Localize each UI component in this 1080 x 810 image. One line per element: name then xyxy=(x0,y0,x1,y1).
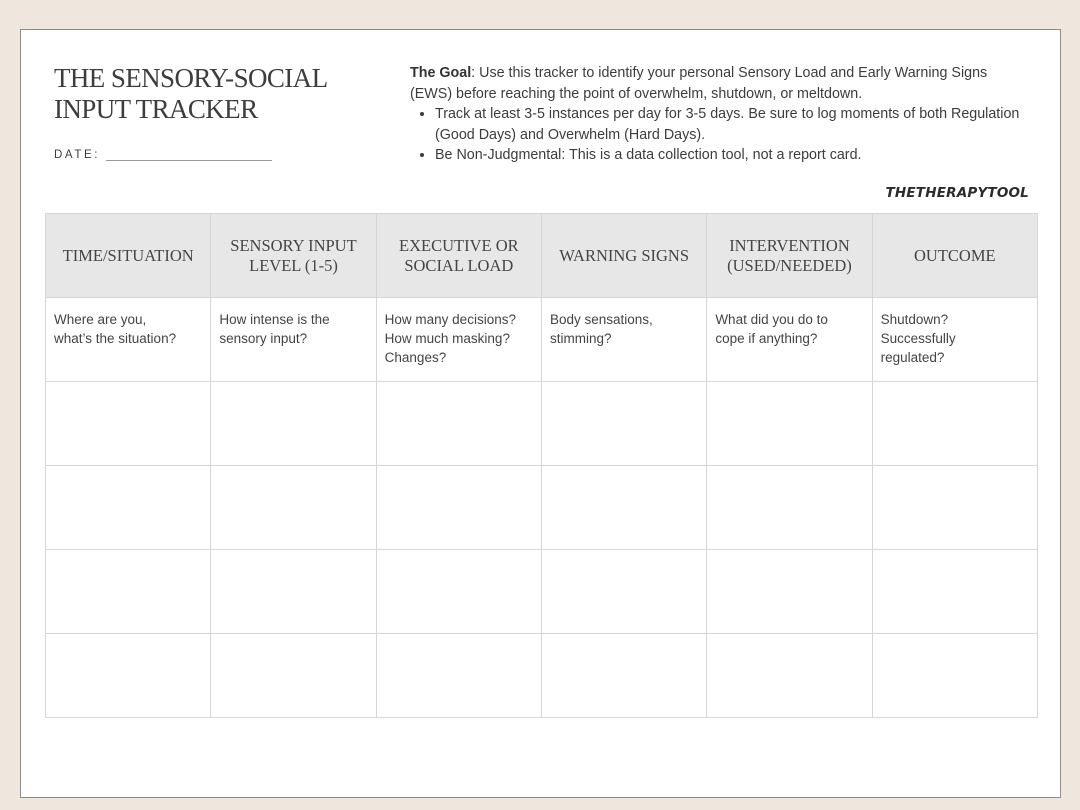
entry-cell[interactable] xyxy=(46,634,211,718)
goal-label: The Goal xyxy=(410,65,472,81)
entry-row xyxy=(46,550,1038,634)
entry-row xyxy=(46,634,1038,718)
entry-cell[interactable] xyxy=(707,634,872,718)
entry-cell[interactable] xyxy=(541,466,706,550)
prompt-time-situation: Where are you, what’s the situation? xyxy=(46,298,211,382)
column-header-warning-signs: WARNING SIGNS xyxy=(541,214,706,298)
entry-cell[interactable] xyxy=(541,382,706,466)
column-header-outcome: OUTCOME xyxy=(872,214,1037,298)
prompt-warning-signs: Body sensations, stimming? xyxy=(541,298,706,382)
entry-cell[interactable] xyxy=(376,550,541,634)
worksheet-title xyxy=(54,63,384,125)
goal-bullet: • Track at least 3-5 instances per day for 3-5 days. Be sure to log moments of both Regulation (Good Days) and Overwhelm (Hard Days). xyxy=(435,104,1022,145)
entry-cell[interactable] xyxy=(46,550,211,634)
tracker-table xyxy=(45,213,1038,718)
goal-instructions xyxy=(410,63,1022,166)
goal-text: : Use this tracker to identify your personal Sensory Load and Early Warning Signs (EWS) before reaching the point of overwhelm, shutdown, or meltdown. xyxy=(410,65,988,102)
column-header-time-situation: TIME/SITUATION xyxy=(46,214,211,298)
entry-cell[interactable] xyxy=(376,634,541,718)
entry-cell[interactable] xyxy=(872,634,1037,718)
title-line-2: INPUT TRACKER xyxy=(54,94,258,124)
entry-cell[interactable] xyxy=(872,466,1037,550)
goal-bullet-list xyxy=(410,104,1022,166)
entry-cell[interactable] xyxy=(211,634,376,718)
prompt-executive-social-load: How many decisions? How much masking? Changes? xyxy=(376,298,541,382)
entry-cell[interactable] xyxy=(707,382,872,466)
entry-row xyxy=(46,382,1038,466)
date-row xyxy=(54,146,272,161)
column-header-executive-social-load: EXECUTIVE OR SOCIAL LOAD xyxy=(376,214,541,298)
table-header-row xyxy=(46,214,1038,298)
entry-cell[interactable] xyxy=(211,550,376,634)
goal-bullet: • Be Non-Judgmental: This is a data collection tool, not a report card. xyxy=(435,145,1022,166)
prompt-sensory-input: How intense is the sensory input? xyxy=(211,298,376,382)
title-line-1: THE SENSORY-SOCIAL xyxy=(54,63,328,93)
brand-logo: THETHERAPYTOOL xyxy=(885,185,1029,201)
prompt-outcome: Shutdown? Successfully regulated? xyxy=(872,298,1037,382)
entry-cell[interactable] xyxy=(211,382,376,466)
entry-cell[interactable] xyxy=(541,550,706,634)
prompt-row xyxy=(46,298,1038,382)
entry-cell[interactable] xyxy=(707,550,872,634)
entry-cell[interactable] xyxy=(872,382,1037,466)
date-field[interactable] xyxy=(106,146,272,161)
entry-cell[interactable] xyxy=(46,466,211,550)
date-label: DATE: xyxy=(54,149,101,161)
entry-cell[interactable] xyxy=(707,466,872,550)
entry-row xyxy=(46,466,1038,550)
column-header-intervention: INTERVENTION (USED/NEEDED) xyxy=(707,214,872,298)
prompt-intervention: What did you do to cope if anything? xyxy=(707,298,872,382)
entry-cell[interactable] xyxy=(872,550,1037,634)
column-header-sensory-input-level: SENSORY INPUT LEVEL (1-5) xyxy=(211,214,376,298)
entry-cell[interactable] xyxy=(376,466,541,550)
entry-cell[interactable] xyxy=(376,382,541,466)
worksheet-page xyxy=(20,29,1061,798)
entry-cell[interactable] xyxy=(46,382,211,466)
entry-cell[interactable] xyxy=(541,634,706,718)
entry-cell[interactable] xyxy=(211,466,376,550)
goal-paragraph xyxy=(410,63,1022,104)
